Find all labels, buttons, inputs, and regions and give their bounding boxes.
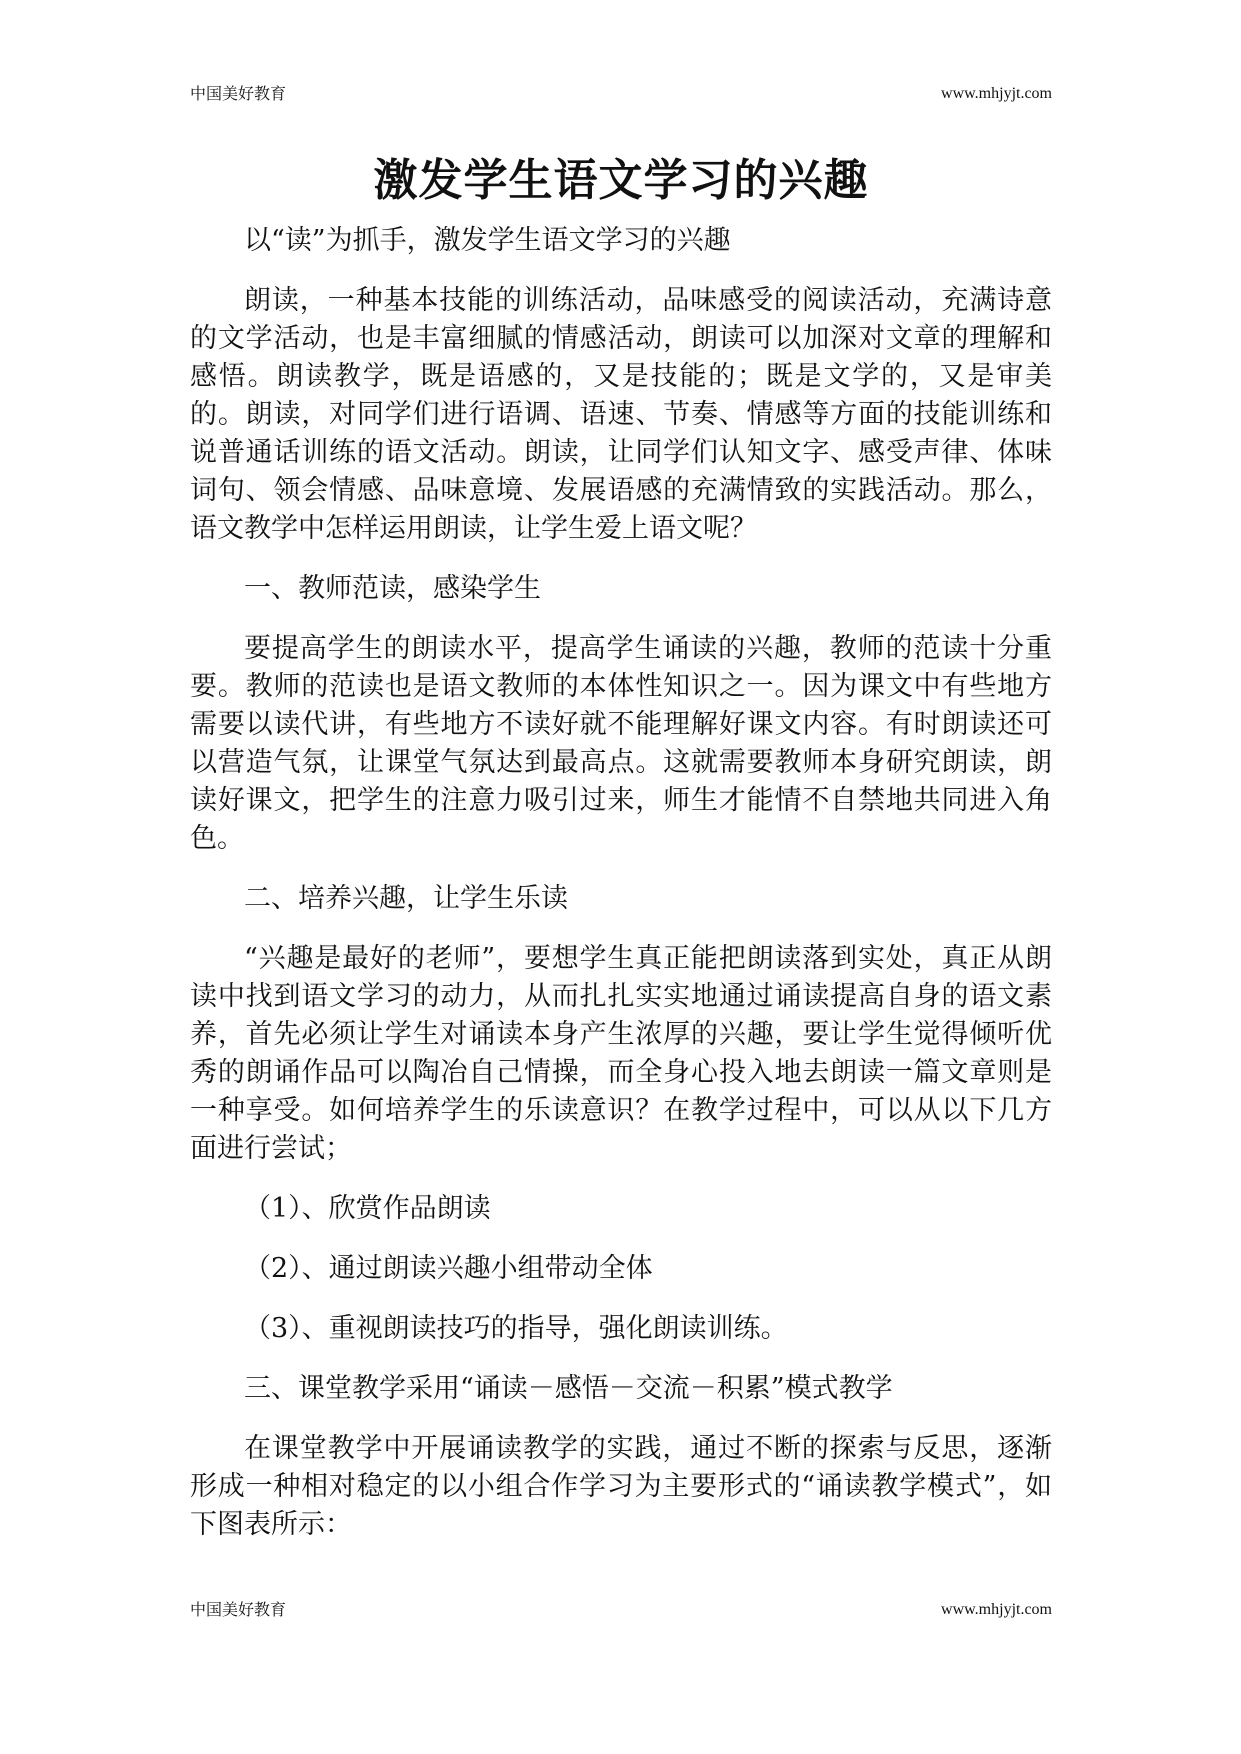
page-footer [190,1598,1052,1622]
list-item-1: （1）、欣赏作品朗读 [244,1193,491,1224]
list-item-3: （3）、重视朗读技巧的指导，强化朗读训练。 [244,1313,788,1344]
footer-site-name: 中国美好教育 [190,1600,287,1619]
header-site-name: 中国美好教育 [190,84,287,103]
paragraph-teaching-model: 在课堂教学中开展诵读教学的实践，通过不断的探索与反思，逐渐形成一种相对稳定的以小组合作学习为主要形式的“诵读教学模式”，如下图表所示： [190,1433,1052,1540]
paragraph-cultivate-interest: “兴趣是最好的老师”，要想学生真正能把朗读落到实处，真正从朗读中找到语文学习的动力，从而扎扎实实地通过诵读提高自身的语文素养，首先必须让学生对诵读本身产生浓厚的兴趣，要让学生觉得倾听优秀的朗诵作品可以陶冶自己情操，而全身心投入地去朗读一篇文章则是一种享受。如何培养学生的乐读意识？在教学过程中，可以从以下几方面进行尝试； [190,943,1052,1164]
intro-heading: 以“读”为抓手，激发学生语文学习的兴趣 [244,225,731,256]
footer-site-url: www.mhjyjt.com [941,1601,1052,1618]
paragraph-reading-overview: 朗读，一种基本技能的训练活动，品味感受的阅读活动，充满诗意的文学活动，也是丰富细腻的情感活动，朗读可以加深对文章的理解和感悟。朗读教学，既是语感的，又是技能的；既是文学的，又是审美的。朗读，对同学们进行语调、语速、节奏、情感等方面的技能训练和说普通话训练的语文活动。朗读，让同学们认知文字、感受声律、体味词句、领会情感、品味意境、发展语感的充满情致的实践活动。那么，语文教学中怎样运用朗读，让学生爱上语文呢？ [190,285,1052,544]
list-item-2: （2）、通过朗读兴趣小组带动全体 [244,1253,653,1284]
section-heading-3: 三、课堂教学采用“诵读－感悟－交流－积累”模式教学 [244,1373,893,1404]
section-heading-2: 二、培养兴趣，让学生乐读 [244,883,568,914]
paragraph-teacher-model-reading: 要提高学生的朗读水平，提高学生诵读的兴趣，教师的范读十分重要。教师的范读也是语文教师的本体性知识之一。因为课文中有些地方需要以读代讲，有些地方不读好就不能理解好课文内容。有时朗读还可以营造气氛，让课堂气氛达到最高点。这就需要教师本身研究朗读，朗读好课文，把学生的注意力吸引过来，师生才能情不自禁地共同进入角色。 [190,633,1052,854]
page-header [190,82,1052,106]
document-body [190,222,1052,1566]
section-heading-1: 一、教师范读，感染学生 [244,573,541,604]
document-title: 激发学生语文学习的兴趣 [373,155,869,206]
header-site-url: www.mhjyjt.com [941,85,1052,102]
